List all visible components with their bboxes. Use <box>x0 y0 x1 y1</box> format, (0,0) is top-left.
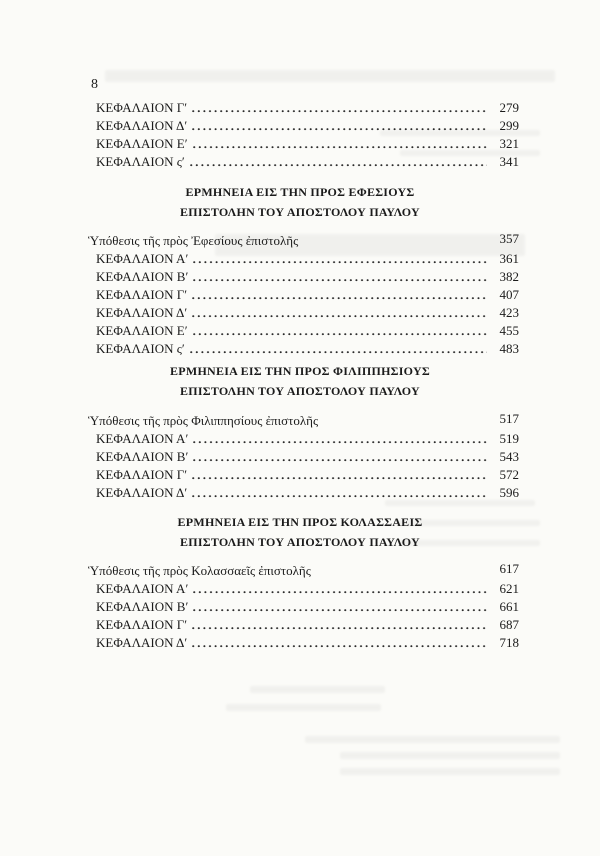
section-heading-line: ΕΡΜΗΝΕΙΑ ΕΙΣ ΤΗΝ ΠΡΟΣ ΦΙΛΙΠΠΗΣΙΟΥΣ <box>170 364 430 378</box>
toc-entry <box>88 580 519 598</box>
dotted-leader <box>192 484 487 502</box>
dotted-leader <box>193 135 487 153</box>
toc-entry-page: 718 <box>499 635 519 650</box>
dotted-leader <box>190 340 487 358</box>
dotted-leader <box>192 304 487 322</box>
toc-entry-label: ΚΕΦΑΛΑΙΟΝ Γʹ <box>96 100 188 115</box>
toc-section-list <box>88 232 519 358</box>
leader-space <box>303 232 487 250</box>
toc-entry-label: ΚΕΦΑΛΑΙΟΝ Εʹ <box>96 136 188 151</box>
toc-entry-page: 517 <box>499 411 519 426</box>
show-through-shadow <box>305 736 560 743</box>
toc-entry <box>88 304 519 322</box>
toc-entry-label: ΚΕΦΑΛΑΙΟΝ Δʹ <box>96 635 188 650</box>
dotted-leader <box>192 117 487 135</box>
toc-entry <box>88 117 519 135</box>
toc-entry-page: 687 <box>499 617 519 632</box>
section-heading <box>0 513 600 552</box>
leader-space <box>316 562 487 580</box>
toc-entry-page: 621 <box>499 581 519 596</box>
section-heading <box>0 183 600 222</box>
toc-entry <box>88 484 519 502</box>
section-heading-line: ΕΠΙΣΤΟΛΗΝ ΤΟΥ ΑΠΟΣΤΟΛΟΥ ΠΑΥΛΟΥ <box>180 204 420 219</box>
toc-entry-label: ΚΕΦΑΛΑΙΟΝ Δʹ <box>96 305 188 320</box>
dotted-leader <box>193 268 487 286</box>
toc-entry-label: ΚΕΦΑΛΑΙΟΝ Βʹ <box>96 269 189 284</box>
toc-entry <box>88 286 519 304</box>
toc-entry-hypothesis <box>88 412 519 430</box>
toc-continued-list <box>88 99 519 171</box>
dotted-leader <box>192 616 487 634</box>
toc-entry-label: ΚΕΦΑΛΑΙΟΝ Γʹ <box>96 617 188 632</box>
toc-entry-page: 341 <box>499 154 519 169</box>
toc-entry-page: 519 <box>499 431 519 446</box>
toc-entry-label: ΚΕΦΑΛΑΙΟΝ Γʹ <box>96 467 188 482</box>
toc-entry-label: ΚΕΦΑΛΑΙΟΝ Δʹ <box>96 485 188 500</box>
dotted-leader <box>193 580 487 598</box>
toc-entry-hypothesis <box>88 232 519 250</box>
toc-entry <box>88 99 519 117</box>
section-heading-line: ΕΠΙΣΤΟΛΗΝ ΤΟΥ ΑΠΟΣΤΟΛΟΥ ΠΑΥΛΟΥ <box>180 534 420 549</box>
page-number: 8 <box>91 77 98 92</box>
toc-entry-page: 382 <box>499 269 519 284</box>
toc-entry-page: 455 <box>499 323 519 338</box>
toc-entry-label: Ὑπόθεσις τῆς πρὸς Ἐφεσίους ἐπιστολῆς <box>88 233 299 248</box>
toc-entry-page: 361 <box>499 251 519 266</box>
show-through-shadow <box>105 70 555 82</box>
dotted-leader <box>190 153 487 171</box>
dotted-leader <box>193 598 487 616</box>
show-through-shadow <box>250 686 385 693</box>
toc-entry <box>88 634 519 652</box>
toc-entry <box>88 616 519 634</box>
toc-entry <box>88 466 519 484</box>
dotted-leader <box>193 448 487 466</box>
toc-entry-label: ΚΕΦΑΛΑΙΟΝ Βʹ <box>96 449 189 464</box>
toc-entry <box>88 598 519 616</box>
toc-entry <box>88 430 519 448</box>
toc-entry-page: 661 <box>499 599 519 614</box>
show-through-shadow <box>340 752 560 759</box>
dotted-leader <box>193 322 487 340</box>
dotted-leader <box>192 466 487 484</box>
toc-entry-label: ΚΕΦΑΛΑΙΟΝ Εʹ <box>96 323 188 338</box>
toc-entry-page: 407 <box>499 287 519 302</box>
toc-entry <box>88 268 519 286</box>
toc-entry-hypothesis <box>88 562 519 580</box>
toc-entry-label: ΚΕΦΑΛΑΙΟΝ Αʹ <box>96 581 189 596</box>
section-heading-line: ΕΠΙΣΤΟΛΗΝ ΤΟΥ ΑΠΟΣΤΟΛΟΥ ΠΑΥΛΟΥ <box>180 383 420 398</box>
show-through-shadow <box>226 704 381 711</box>
toc-entry-label: ΚΕΦΑΛΑΙΟΝ Δʹ <box>96 118 188 133</box>
toc-entry-page: 423 <box>499 305 519 320</box>
dotted-leader <box>193 250 487 268</box>
toc-entry-page: 299 <box>499 118 519 133</box>
show-through-shadow <box>340 768 560 775</box>
toc-entry-page: 617 <box>499 561 519 576</box>
toc-entry-label: Ὑπόθεσις τῆς πρὸς Κολασσαεῖς ἐπιστολῆς <box>88 563 311 578</box>
toc-entry-page: 357 <box>499 231 519 246</box>
toc-entry-page: 483 <box>499 341 519 356</box>
toc-entry <box>88 135 519 153</box>
toc-entry-label: ΚΕΦΑΛΑΙΟΝ ςʹ <box>96 154 185 169</box>
toc-section-list <box>88 412 519 502</box>
section-heading-line: ΕΡΜΗΝΕΙΑ ΕΙΣ ΤΗΝ ΠΡΟΣ ΚΟΛΑΣΣΑΕΙΣ <box>177 515 423 529</box>
toc-entry <box>88 153 519 171</box>
section-heading <box>0 362 600 401</box>
toc-section-list <box>88 562 519 652</box>
toc-entry-label: ΚΕΦΑΛΑΙΟΝ ςʹ <box>96 341 185 356</box>
toc-entry-label: ΚΕΦΑΛΑΙΟΝ Αʹ <box>96 431 189 446</box>
toc-entry <box>88 250 519 268</box>
toc-entry-page: 321 <box>499 136 519 151</box>
dotted-leader <box>192 634 487 652</box>
section-heading-line: ΕΡΜΗΝΕΙΑ ΕΙΣ ΤΗΝ ΠΡΟΣ ΕΦΕΣΙΟΥΣ <box>185 185 415 199</box>
toc-entry <box>88 322 519 340</box>
toc-entry-label: Ὑπόθεσις τῆς πρὸς Φιλιππησίους ἐπιστολῆς <box>88 413 319 428</box>
toc-entry-label: ΚΕΦΑΛΑΙΟΝ Γʹ <box>96 287 188 302</box>
toc-entry-page: 572 <box>499 467 519 482</box>
toc-entry-page: 596 <box>499 485 519 500</box>
toc-entry <box>88 448 519 466</box>
toc-entry <box>88 340 519 358</box>
dotted-leader <box>192 99 487 117</box>
leader-space <box>323 412 487 430</box>
toc-entry-label: ΚΕΦΑΛΑΙΟΝ Αʹ <box>96 251 189 266</box>
dotted-leader <box>193 430 487 448</box>
toc-entry-page: 279 <box>499 100 519 115</box>
dotted-leader <box>192 286 487 304</box>
toc-entry-label: ΚΕΦΑΛΑΙΟΝ Βʹ <box>96 599 189 614</box>
toc-entry-page: 543 <box>499 449 519 464</box>
